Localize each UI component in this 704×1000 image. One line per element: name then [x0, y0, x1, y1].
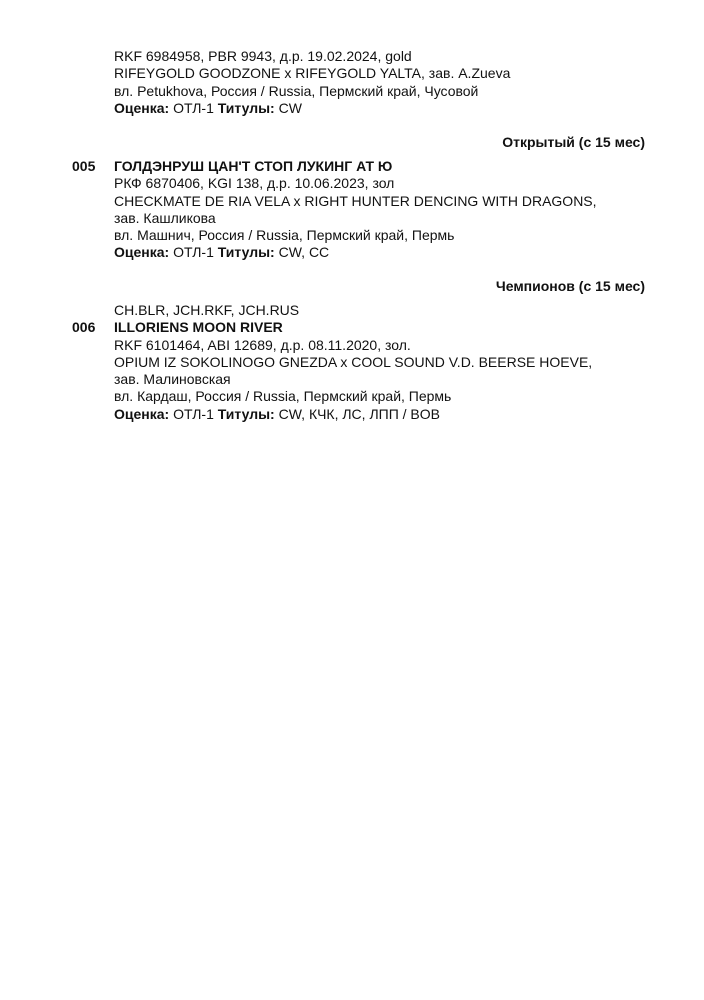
section-heading-champions: Чемпионов (с 15 мес) [495, 278, 645, 294]
titles-value: CW [278, 99, 302, 116]
titles-label: Титулы: [217, 99, 275, 116]
entry-breeder: зав. Малиновская [114, 371, 231, 388]
entry-owner: вл. Машнич, Россия / Russia, Пермский край, Пермь [114, 227, 455, 244]
entry-parents: RIFEYGOLD GOODZONE x RIFEYGOLD YALTA, зав. A.Zueva [114, 65, 511, 82]
entry-grade-line [114, 406, 654, 423]
titles-value: CW, КЧК, ЛС, ЛПП / BOB [278, 405, 440, 422]
grade-value: ОТЛ-1 [173, 99, 214, 116]
entry-grade-line [114, 244, 654, 261]
entry-number: 005 [72, 158, 96, 174]
section-heading-open: Открытый (с 15 мес) [502, 134, 645, 150]
entry-registration: RKF 6101464, ABI 12689, д.р. 08.11.2020, зол. [114, 336, 411, 353]
entry-parents: OPIUM IZ SOKOLINOGO GNEZDA x COOL SOUND V.D. BEERSE HOEVE, [114, 353, 593, 370]
grade-value: ОТЛ-1 [173, 244, 214, 261]
titles-label: Титулы: [217, 244, 275, 261]
entry-registration: РКФ 6870406, KGI 138, д.р. 10.06.2023, зол [114, 175, 395, 192]
entry-number: 006 [72, 319, 96, 335]
entry-registration: RKF 6984958, PBR 9943, д.р. 19.02.2024, gold [114, 48, 412, 64]
entry-005 [114, 158, 654, 262]
grade-label: Оценка: [114, 405, 170, 422]
entry-owner: вл. Petukhova, Россия / Russia, Пермский край, Чусовой [114, 82, 479, 99]
grade-label: Оценка: [114, 99, 170, 116]
entry-previous [114, 48, 654, 117]
grade-label: Оценка: [114, 244, 170, 261]
grade-value: ОТЛ-1 [173, 405, 214, 422]
titles-label: Титулы: [217, 405, 275, 422]
titles-value: CW, CC [278, 244, 330, 261]
entry-breeder: зав. Кашликова [114, 209, 216, 226]
entry-006 [114, 302, 654, 423]
entry-grade-line [114, 100, 654, 117]
entry-dog-name: ILLORIENS MOON RIVER [114, 319, 283, 336]
entry-parents: CHECKMATE DE RIA VELA x RIGHT HUNTER DENCING WITH DRAGONS, [114, 192, 597, 209]
entry-owner: вл. Кардаш, Россия / Russia, Пермский край, Пермь [114, 388, 452, 405]
entry-dog-name: ГОЛДЭНРУШ ЦАН'Т СТОП ЛУКИНГ АТ Ю [114, 158, 393, 174]
entry-prefix-titles: CH.BLR, JCH.RKF, JCH.RUS [114, 302, 300, 318]
